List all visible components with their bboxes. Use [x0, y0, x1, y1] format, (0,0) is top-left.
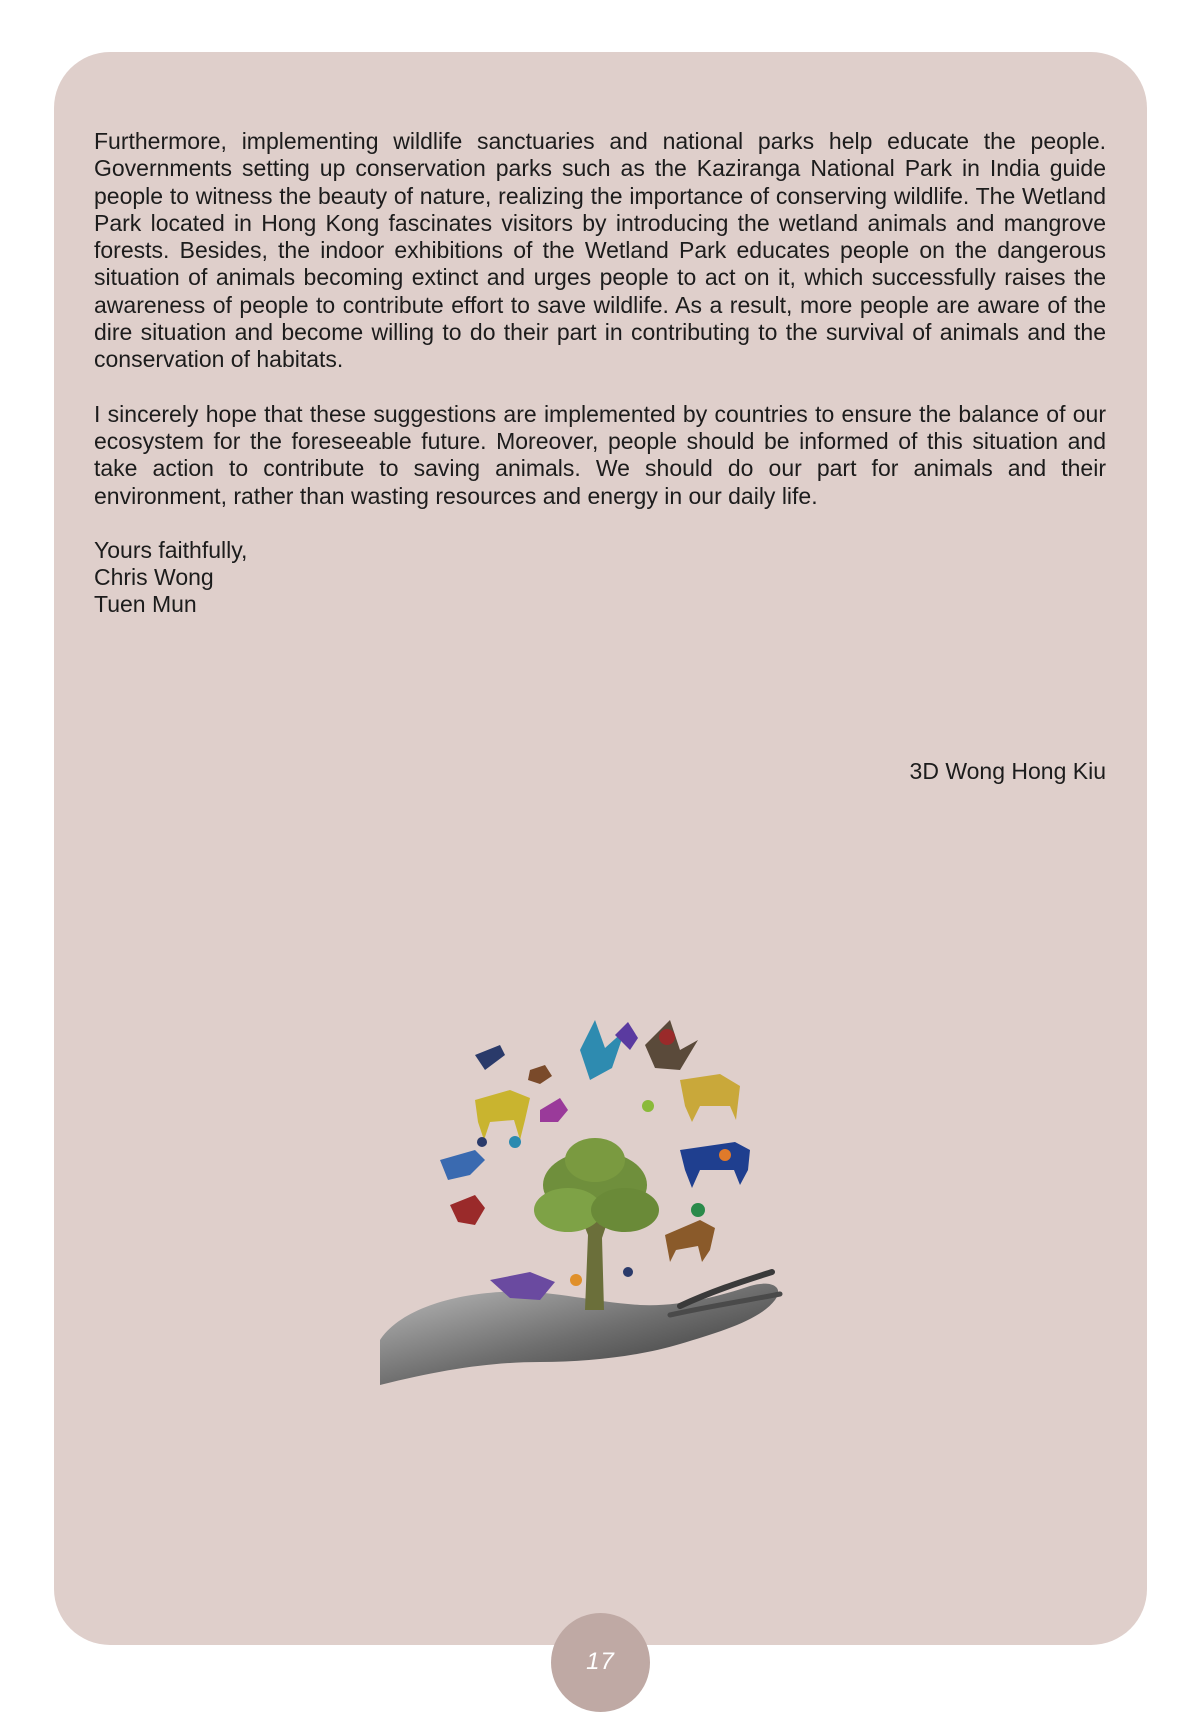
deer-icon	[475, 1090, 530, 1140]
closing-salutation: Yours faithfully,	[94, 536, 248, 563]
letter-body	[94, 128, 1106, 619]
signature-place: Tuen Mun	[94, 591, 197, 618]
leaf-icon	[719, 1149, 731, 1161]
fox-icon	[665, 1220, 715, 1262]
page-number: 17	[586, 1648, 615, 1675]
cow-icon	[680, 1142, 750, 1188]
flower-icon	[691, 1203, 705, 1217]
flower-icon	[659, 1029, 675, 1045]
hand-shape	[380, 1284, 778, 1385]
parrot-icon	[440, 1150, 485, 1180]
bird-icon	[580, 1020, 625, 1080]
hand-holding-wildlife-globe-icon	[380, 1010, 810, 1430]
leaf-icon	[477, 1137, 487, 1147]
letter-closing-block	[94, 537, 1106, 619]
butterfly-icon	[540, 1098, 568, 1122]
fern-icon	[475, 1045, 505, 1070]
leaf-icon	[642, 1100, 654, 1112]
palm-tree-icon	[645, 1020, 698, 1070]
letter-paragraph: Furthermore, implementing wildlife sanctuaries and national parks help educate the people. Governments setting up conservation parks such as the Kaziranga National Park in India guide people to witness the beauty of nature, realizing the importance of conserving wildlife. The Wetland Park located in Hong Kong fascinates visitors by introducing the wetland animals and mangrove forests. Besides, the indoor exhibitions of the Wetland Park educates people on the dangerous situation of animals becoming extinct and urges people to act on it, which successfully raises the awareness of people to contribute effort to save wildlife. As a result, more people are aware of the dire situation and become willing to do their part in contributing to the survival of animals and the conservation of habitats.	[94, 128, 1106, 373]
letter-paragraph: I sincerely hope that these suggestions are implemented by countries to ensure the balance of our ecosystem for the foreseeable future. Moreover, people should be informed of this situation and take action to contribute to saving animals. We should do our part for animals and their environment, rather than wasting resources and energy in our daily life.	[94, 400, 1106, 509]
chicken-icon	[450, 1195, 485, 1225]
crab-icon	[528, 1065, 552, 1084]
author-credit: 3D Wong Hong Kiu	[909, 758, 1106, 784]
elephant-icon	[680, 1074, 740, 1122]
fish-icon	[509, 1136, 521, 1148]
leaf-icon	[623, 1267, 633, 1277]
signature-name: Chris Wong	[94, 564, 214, 591]
flower-icon	[570, 1274, 582, 1286]
